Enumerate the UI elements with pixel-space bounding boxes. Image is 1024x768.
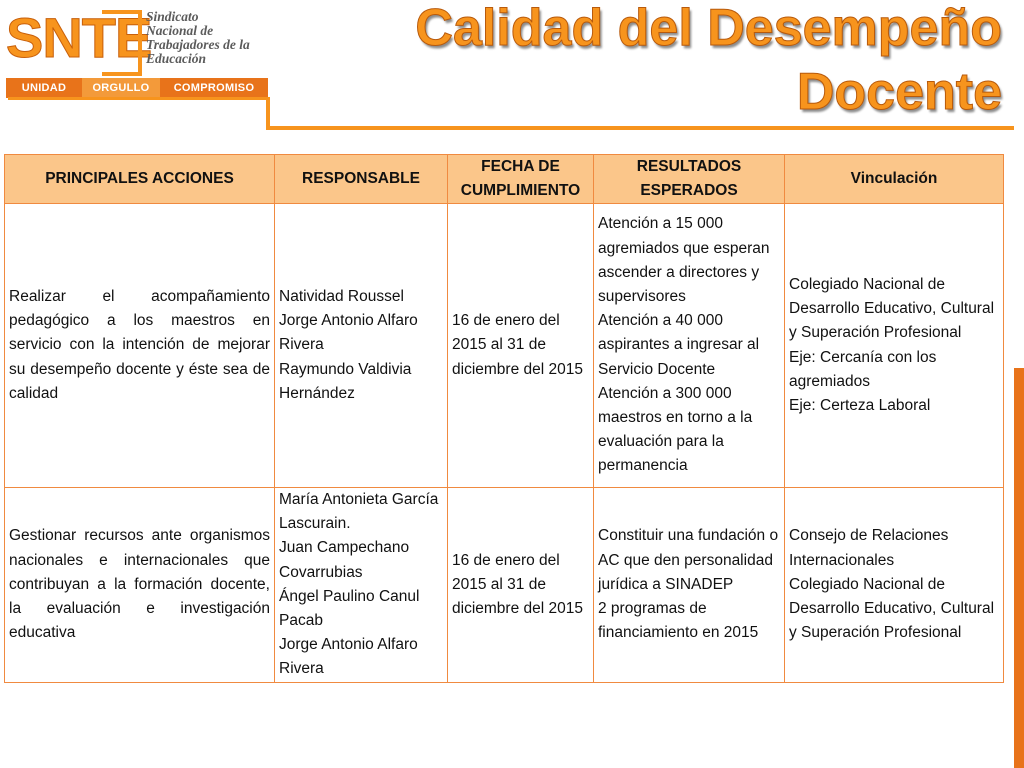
responsable-name: Raymundo Valdivia Hernández bbox=[279, 360, 412, 402]
title-line-2: Docente bbox=[796, 63, 1002, 121]
title-line-1: Calidad del Desempeño bbox=[415, 0, 1002, 57]
cell-responsable bbox=[275, 488, 448, 683]
responsable-name: Jorge Antonio Alfaro Rivera bbox=[279, 312, 418, 354]
actions-table bbox=[4, 154, 1004, 683]
side-accent-bar bbox=[1014, 368, 1024, 768]
header-fecha: FECHA DE CUMPLIMIENTO bbox=[448, 155, 594, 204]
logo-org-line: Educación bbox=[146, 51, 207, 66]
responsable-name: Natividad Roussel bbox=[279, 287, 404, 305]
cell-responsable bbox=[275, 204, 448, 488]
resultado-item: Atención a 40 000 aspirantes a ingresar al Servicio Docente bbox=[598, 312, 760, 378]
resultado-item: Atención a 300 000 maestros en torno a la evaluación para la permanencia bbox=[598, 384, 753, 475]
vinculacion-item: Eje: Cercanía con los agremiados bbox=[789, 348, 937, 390]
header-resultados: RESULTADOS ESPERADOS bbox=[594, 155, 785, 204]
logo-org-line: Nacional de bbox=[146, 23, 214, 38]
logo-mark: SNTE bbox=[6, 6, 152, 69]
cell-vinculacion bbox=[785, 488, 1004, 683]
vinculacion-item: Eje: Certeza Laboral bbox=[789, 396, 931, 414]
resultado-item: 2 programas de financiamiento en 2015 bbox=[598, 599, 759, 642]
vinculacion-item: Colegiado Nacional de Desarrollo Educativo, Cultural y Superación Profesional bbox=[789, 575, 995, 642]
logo-org-line: Trabajadores de la bbox=[146, 37, 250, 52]
logo-frame bbox=[102, 10, 142, 76]
vinculacion-item: Consejo de Relaciones Internacionales bbox=[789, 527, 949, 569]
table-row bbox=[5, 488, 1004, 683]
cell-resultados bbox=[594, 488, 785, 683]
resultado-item: Constituir una fundación o AC que den personalidad jurídica a SINADEP bbox=[598, 527, 779, 593]
header-responsable: RESPONSABLE bbox=[275, 155, 448, 204]
logo-motto-bar bbox=[6, 78, 268, 98]
divider-line bbox=[8, 97, 266, 100]
table-row bbox=[5, 204, 1004, 488]
cell-accion: Realizar el acompañamiento pedagógico a los maestros en servicio con la intención de mejorar su desempeño docente y éste sea de calidad bbox=[5, 204, 275, 488]
cell-fecha: 16 de enero del 2015 al 31 de diciembre del 2015 bbox=[448, 488, 594, 683]
table-header-row bbox=[5, 155, 1004, 204]
logo-org-line: Sindicato bbox=[146, 9, 199, 24]
divider-line bbox=[268, 126, 1014, 130]
snte-logo bbox=[6, 6, 270, 98]
cell-fecha: 16 de enero del 2015 al 31 de diciembre del 2015 bbox=[448, 204, 594, 488]
motto-orgullo: ORGULLO bbox=[82, 78, 160, 98]
responsable-name: Juan Campechano Covarrubias bbox=[279, 539, 410, 581]
header-vinculacion: Vinculación bbox=[785, 155, 1004, 204]
motto-unidad: UNIDAD bbox=[6, 78, 82, 98]
cell-accion: Gestionar recursos ante organismos nacionales e internacionales que contribuyan a la formación docente, la evaluación e investigación educativa bbox=[5, 488, 275, 683]
responsable-name: María Antonieta García Lascurain. bbox=[279, 491, 439, 533]
header-acciones: PRINCIPALES ACCIONES bbox=[5, 155, 275, 204]
vinculacion-item: Colegiado Nacional de Desarrollo Educativo, Cultural y Superación Profesional bbox=[789, 275, 995, 342]
logo-org-name bbox=[146, 10, 250, 66]
resultado-item: Atención a 15 000 agremiados que esperan ascender a directores y supervisores bbox=[598, 215, 770, 305]
cell-resultados bbox=[594, 204, 785, 488]
page-title bbox=[415, 0, 1002, 124]
motto-compromiso: COMPROMISO bbox=[160, 78, 268, 98]
cell-vinculacion bbox=[785, 204, 1004, 488]
responsable-name: Ángel Paulino Canul Pacab bbox=[279, 587, 420, 630]
responsable-name: Jorge Antonio Alfaro Rivera bbox=[279, 636, 418, 678]
